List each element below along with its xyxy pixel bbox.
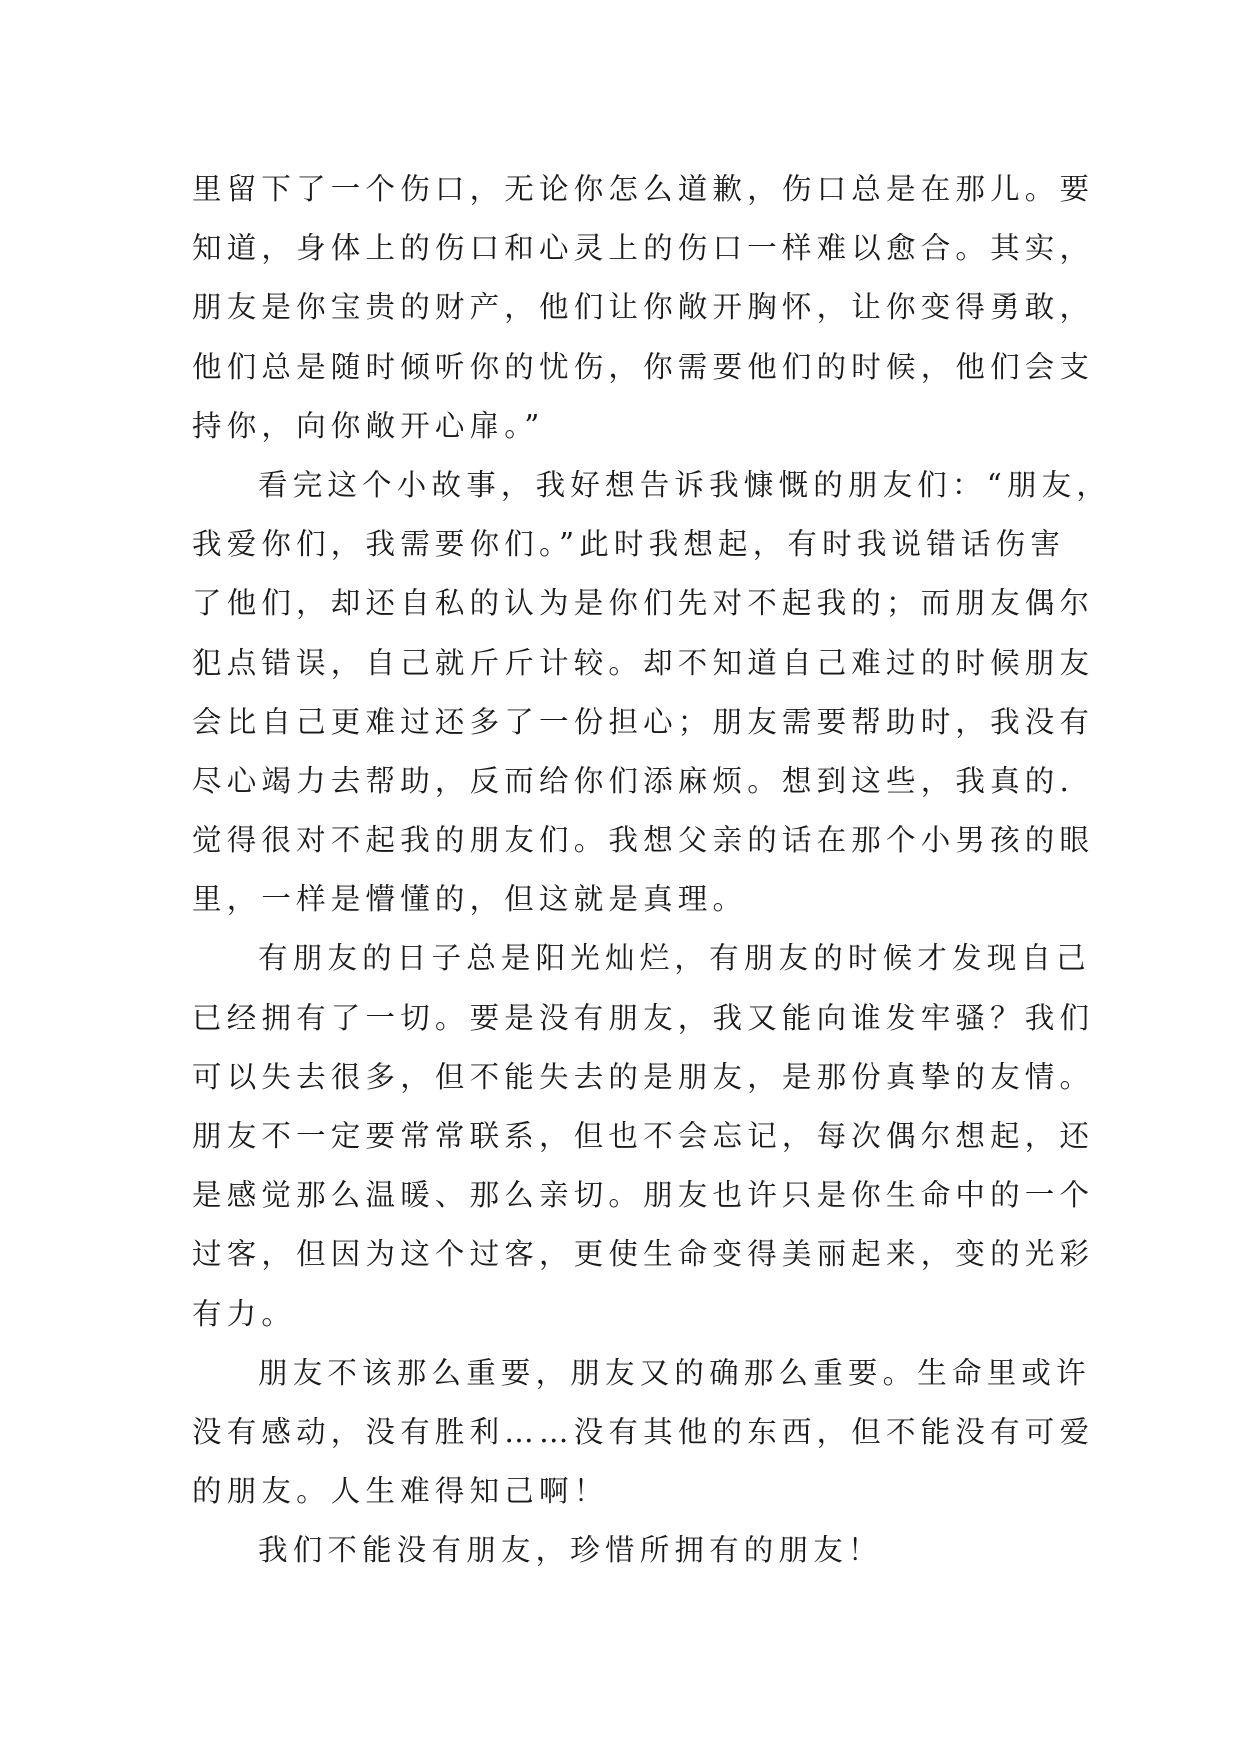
text-line: 我爱你们，我需要你们。”此时我想起，有时我说错话伤害	[192, 527, 1066, 562]
text-line: 里，一样是懵懂的，但这就是真理。	[192, 882, 748, 917]
text-line: 可以失去很多，但不能失去的是朋友，是那份真挚的友情。	[192, 1059, 1095, 1094]
body-text	[192, 160, 1112, 1581]
paragraph-first-line: 有朋友的日子总是阳光灿烂，有朋友的时候才发现自己	[258, 941, 1091, 976]
text-line: 的朋友。人生难得知己啊！	[192, 1474, 609, 1509]
text-line: 了他们，却还自私的认为是你们先对不起我的；而朋友偶尔	[192, 586, 1095, 621]
text-line: 过客，但因为这个过客，更使生命变得美丽起来，变的光彩	[192, 1237, 1095, 1272]
text-line: 他们总是随时倾听你的忧伤，你需要他们的时候，他们会支	[192, 349, 1095, 384]
text-line: 没有感动，没有胜利……没有其他的东西，但不能没有可爱	[192, 1414, 1095, 1449]
text-line: 朋友不一定要常常联系，但也不会忘记，每次偶尔想起，还	[192, 1119, 1095, 1153]
text-line: 觉得很对不起我的朋友们。我想父亲的话在那个小男孩的眼	[192, 823, 1095, 858]
paragraph-first-line: 看完这个小故事，我好想告诉我慷慨的朋友们：“朋友，	[258, 467, 1112, 502]
text-line: 会比自己更难过还多了一份担心；朋友需要帮助时，我没有	[192, 704, 1095, 739]
text-line: 已经拥有了一切。要是没有朋友，我又能向谁发牢骚？我们	[192, 1000, 1095, 1035]
text-line: 朋友是你宝贵的财产，他们让你敞开胸怀，让你变得勇敢，	[192, 290, 1095, 325]
paragraph-first-line: 朋友不该那么重要，朋友又的确那么重要。生命里或许	[258, 1355, 1091, 1390]
text-line: 知道，身体上的伤口和心灵上的伤口一样难以愈合。其实，	[192, 231, 1095, 266]
text-line: 尽心竭力去帮助，反而给你们添麻烦。想到这些，我真的.	[192, 763, 1075, 798]
paragraph-first-line: 我们不能没有朋友，珍惜所拥有的朋友！	[258, 1533, 883, 1568]
text-line: 持你，向你敞开心扉。”	[192, 408, 545, 443]
text-line: 有力。	[192, 1296, 297, 1331]
text-line: 是感觉那么温暖、那么亲切。朋友也许只是你生命中的一个	[192, 1178, 1095, 1213]
text-line: 里留下了一个伤口，无论你怎么道歉，伤口总是在那儿。要	[192, 172, 1095, 206]
text-line: 犯点错误，自己就斤斤计较。却不知道自己难过的时候朋友	[192, 645, 1095, 680]
